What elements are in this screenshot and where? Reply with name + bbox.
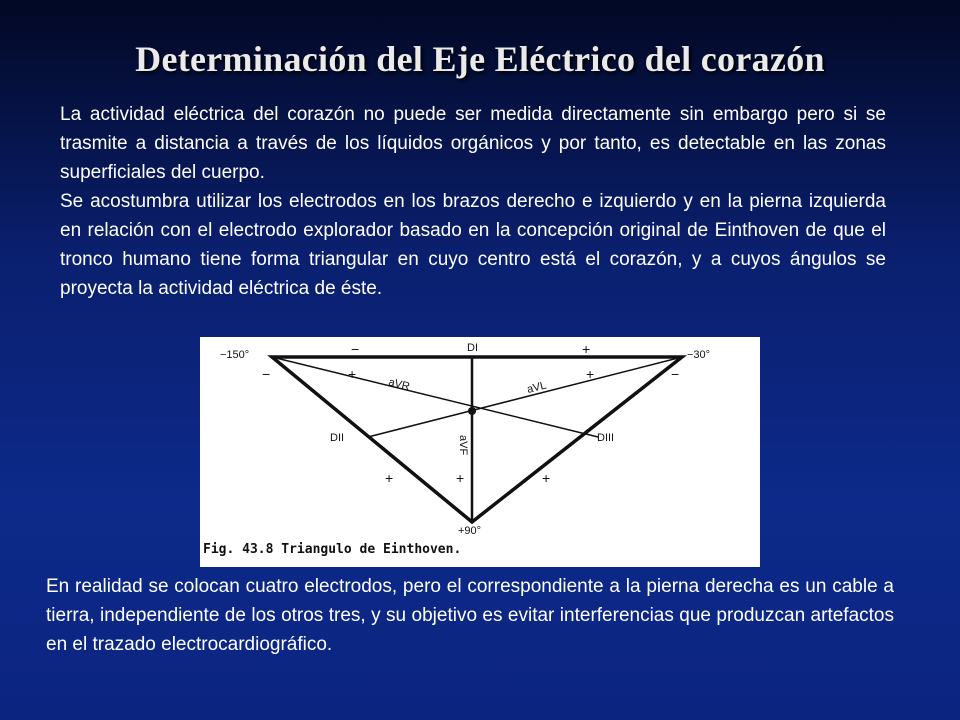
paragraph-intro: La actividad eléctrica del corazón no puede ser medida directamente sin embargo pero si se trasmite a distancia a través de los líquidos orgánicos y por tanto, es detectable en las zonas superficiales del cuerpo. — [60, 104, 886, 183]
sign-plus: + — [586, 366, 595, 382]
sign-plus: + — [348, 366, 357, 382]
lead-dii-label: DII — [330, 432, 345, 444]
heart-center-point — [468, 407, 476, 415]
paragraph-fourth-electrode: En realidad se colocan cuatro electrodos, pero el correspondiente a la pierna derecha es un cable a tierra, independiente de los otros tres, y su objetivo es evitar interferencias que produzcan artefactos en el trazado electrocardiográfico. — [46, 576, 894, 655]
avf-label: aVF — [457, 435, 469, 456]
figure-caption: Fig. 43.8 Triangulo de Einthoven. — [203, 542, 462, 557]
lead-diii-label: DIII — [597, 432, 615, 444]
sign-minus: − — [351, 341, 360, 357]
slide-title: Determinación del Eje Eléctrico del corazón — [135, 39, 825, 79]
angle-left-label: −150° — [220, 349, 250, 361]
avl-label: aVL — [525, 379, 548, 396]
angle-right-label: −30° — [687, 349, 711, 361]
einthoven-triangle-diagram — [200, 337, 760, 567]
sign-plus: + — [456, 470, 465, 486]
sign-minus: − — [671, 366, 680, 382]
avl-axis-line — [368, 357, 682, 437]
einthoven-triangle-figure — [200, 337, 760, 567]
angle-bottom-label: +90° — [458, 525, 482, 537]
sign-plus: + — [542, 470, 551, 486]
avr-label: aVR — [387, 376, 411, 394]
lead-di-label: DI — [467, 342, 478, 354]
sign-plus: + — [385, 470, 394, 486]
sign-plus: + — [582, 341, 591, 357]
sign-minus: − — [262, 366, 271, 382]
paragraph-electrodes: Se acostumbra utilizar los electrodos en los brazos derecho e izquierdo y en la pierna izquierda en relación con el electrodo explorador basado en la concepción original de Einthoven de que el tronco humano tiene forma triangular en cuyo centro está el corazón, y a cuyos ángulos se proyecta la actividad eléctrica de éste. — [60, 191, 886, 299]
